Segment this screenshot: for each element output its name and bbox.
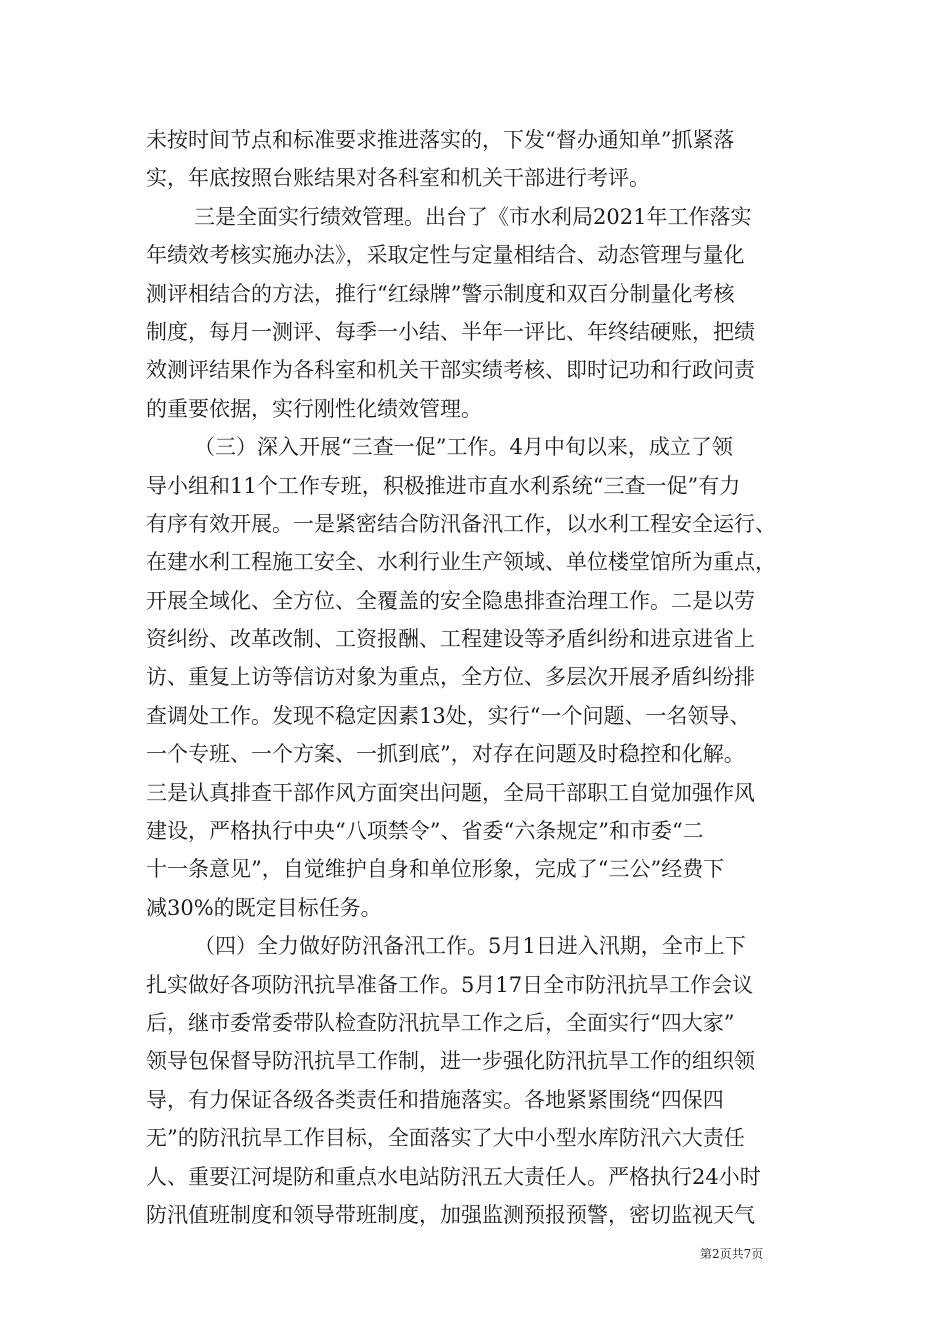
- text-line: 领导包保督导防汛抗旱工作制，进一步强化防汛抗旱工作的组织领: [146, 1049, 755, 1074]
- paragraph-start-line: （四）全力做好防汛备汛工作。5月1日进入汛期，全市上下: [194, 934, 746, 959]
- text-line: 查调处工作。发现不稳定因素13处，实行“一个问题、一名领导、: [146, 703, 751, 728]
- text-line: 的重要依据，实行刚性化绩效管理。: [146, 396, 482, 421]
- text-line: 一个专班、一个方案、一抓到底”，对存在问题及时稳控和化解。: [146, 742, 745, 767]
- text-line: 年绩效考核实施办法》，采取定性与定量相结合、动态管理与量化: [146, 243, 745, 268]
- text-line: 减30%的既定目标任务。: [146, 895, 382, 920]
- text-line: 十一条意见”，自觉维护自身和单位形象，完成了“三公”经费下: [146, 857, 725, 882]
- text-line: 测评相结合的方法，推行“红绿牌”警示制度和双百分制量化考核: [146, 281, 735, 306]
- text-line: 扎实做好各项防汛抗旱准备工作。5月17日全市防汛抗旱工作会议: [146, 972, 754, 997]
- text-line: 效测评结果作为各科室和机关干部实绩考核、即时记功和行政问责: [146, 358, 755, 383]
- text-line: 访、重复上访等信访对象为重点，全方位、多层次开展矛盾纠纷排: [146, 665, 755, 690]
- text-line: 开展全域化、全方位、全覆盖的安全隐患排查治理工作。二是以劳: [146, 588, 755, 613]
- paragraph-start-line: （三）深入开展“三查一促”工作。4月中旬以来，成立了领: [194, 435, 733, 460]
- paragraph-start-line: 三是全面实行绩效管理。出台了《市水利局2021年工作落实: [194, 204, 752, 229]
- text-line: 在建水利工程施工安全、水利行业生产领域、单位楼堂馆所为重点，: [146, 550, 776, 575]
- text-line: 资纠纷、改革改制、工资报酬、工程建设等矛盾纠纷和进京进省上: [146, 627, 755, 652]
- text-line: 导，有力保证各级各类责任和措施落实。各地紧紧围绕“四保四: [146, 1087, 724, 1112]
- body-text: [146, 121, 816, 1234]
- page-number: 第2页共7页: [700, 1247, 764, 1261]
- text-line: 未按时间节点和标准要求推进落实的，下发“督办通知单”抓紧落: [146, 128, 735, 152]
- text-line: 后，继市委常委带队检查防汛抗旱工作之后，全面实行“四大家”: [146, 1010, 735, 1035]
- text-line: 无”的防汛抗旱工作目标，全面落实了大中小型水库防汛六大责任: [146, 1126, 745, 1151]
- text-line: 三是认真排查干部作风方面突出问题，全局干部职工自觉加强作风: [146, 780, 755, 805]
- text-line: 建设，严格执行中央“八项禁令”、省委“六条规定”和市委“二: [146, 819, 704, 844]
- text-line: 导小组和11个工作专班，积极推进市直水利系统“三查一促”有力: [146, 473, 741, 498]
- text-line: 人、重要江河堤防和重点水电站防汛五大责任人。严格执行24小时: [146, 1164, 761, 1189]
- text-line: 防汛值班制度和领导带班制度，加强监测预报预警，密切监视天气: [146, 1202, 755, 1227]
- text-line: 制度，每月一测评、每季一小结、半年一评比、年终结硬账，把绩: [146, 319, 755, 344]
- text-line: 实，年底按照台账结果对各科室和机关干部进行考评。: [146, 166, 650, 191]
- text-line: 有序有效开展。一是紧密结合防汛备汛工作，以水利工程安全运行、: [146, 511, 776, 536]
